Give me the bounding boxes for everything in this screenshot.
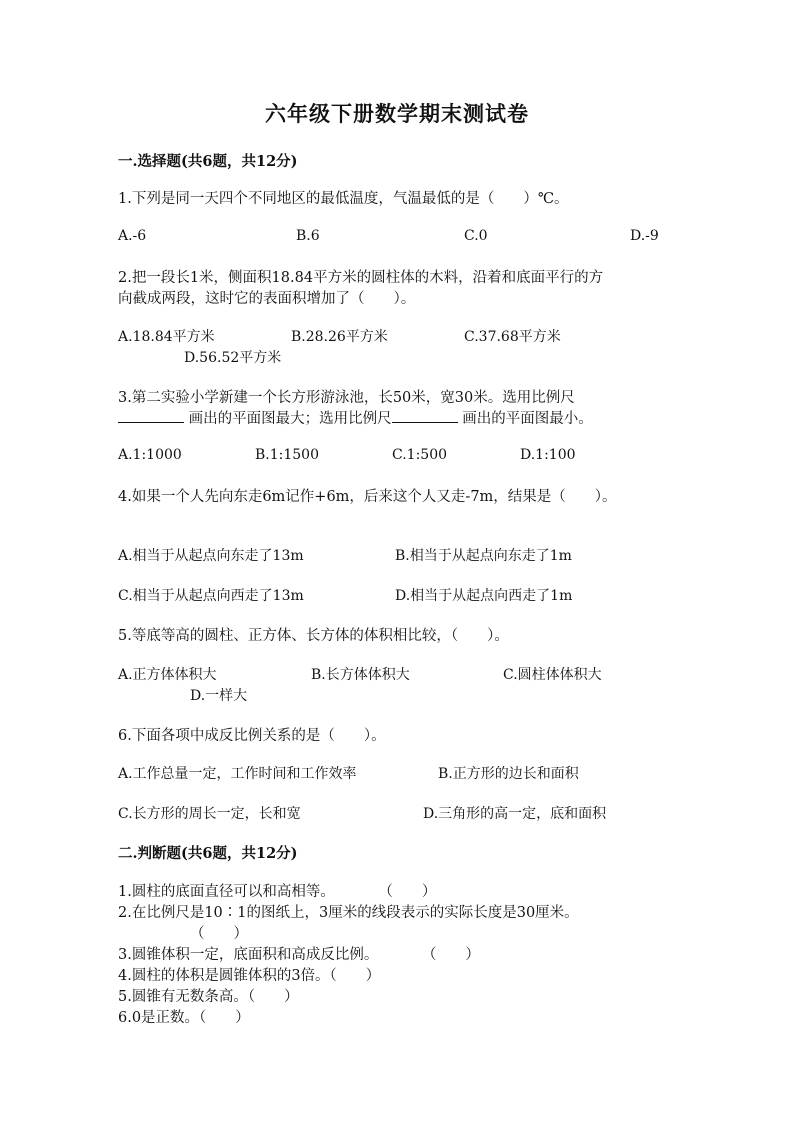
page-title: 六年级下册数学期末测试卷 xyxy=(265,101,529,126)
q6-option-d: D.三角形的高一定，底和面积 xyxy=(423,806,607,822)
q5-option-c: C.圆柱体体积大 xyxy=(503,667,602,683)
q6-option-c: C.长方形的周长一定，长和宽 xyxy=(118,806,301,822)
question-2-line1: 2.把一段长1米，侧面积18.84平方米的圆柱体的木料，沿着和底面平行的方 xyxy=(118,270,604,286)
question-3-line1: 3.第二实验小学新建一个长方形游泳池，长50米，宽30米。选用比例尺 xyxy=(118,390,575,406)
q3-blank-2 xyxy=(392,410,458,423)
q3-blank-1 xyxy=(118,410,184,423)
q3-text-1: 画出的平面图最大；选用比例尺 xyxy=(184,411,392,427)
q2-option-c: C.37.68平方米 xyxy=(464,329,561,345)
q6-option-b: B.正方形的边长和面积 xyxy=(438,766,579,782)
question-6: 6.下面各项中成反比例关系的是（ ）。 xyxy=(118,728,386,744)
q4-option-c: C.相当于从起点向西走了13m xyxy=(118,588,304,604)
question-3-line2 xyxy=(118,407,593,428)
q4-option-b: B.相当于从起点向东走了1m xyxy=(395,548,572,564)
q2-option-a: A.18.84平方米 xyxy=(118,329,215,345)
section-heading-choice: 一.选择题(共6题，共12分) xyxy=(118,153,298,170)
judgement-item-3: 3.圆锥体积一定，底面积和高成反比例。 （ ） xyxy=(118,947,480,963)
question-2-line2: 向截成两段，这时它的表面积增加了（ ）。 xyxy=(118,291,416,307)
question-4: 4.如果一个人先向东走6m记作+6m，后来这个人又走-7m，结果是（ ）。 xyxy=(118,489,617,505)
q1-option-b: B.6 xyxy=(296,228,320,244)
judgement-item-2: 2.在比例尺是10∶1的图纸上，3厘米的线段表示的实际长度是30厘米。 xyxy=(118,905,579,921)
question-1: 1.下列是同一天四个不同地区的最低温度，气温最低的是（ ）℃。 xyxy=(118,191,569,207)
q1-option-d: D.-9 xyxy=(630,228,659,244)
section-heading-judgement: 二.判断题(共6题，共12分) xyxy=(118,845,298,862)
q5-option-d: D.一样大 xyxy=(190,688,248,704)
q1-option-c: C.0 xyxy=(464,228,488,244)
q3-option-b: B.1:1500 xyxy=(255,447,319,463)
q3-option-c: C.1:500 xyxy=(392,447,448,463)
q3-text-2: 画出的平面图最小。 xyxy=(457,411,593,427)
q2-option-d: D.56.52平方米 xyxy=(184,350,282,366)
judgement-item-6: 6.0是正数。（ ） xyxy=(118,1010,250,1026)
question-5: 5.等底等高的圆柱、正方体、长方体的体积相比较，（ ）。 xyxy=(118,628,509,644)
q5-option-a: A.正方体体积大 xyxy=(118,667,217,683)
q3-option-a: A.1:1000 xyxy=(118,447,182,463)
q3-option-d: D.1:100 xyxy=(520,447,576,463)
judgement-item-2-bracket: （ ） xyxy=(190,926,248,942)
q4-option-a: A.相当于从起点向东走了13m xyxy=(118,548,304,564)
q2-option-b: B.28.26平方米 xyxy=(291,329,388,345)
judgement-item-5: 5.圆锥有无数条高。（ ） xyxy=(118,989,299,1005)
q5-option-b: B.长方体体积大 xyxy=(311,667,410,683)
judgement-item-4: 4.圆柱的体积是圆锥体积的3倍。（ ） xyxy=(118,968,381,984)
q4-option-d: D.相当于从起点向西走了1m xyxy=(395,588,573,604)
q1-option-a: A.-6 xyxy=(118,228,147,244)
judgement-item-1: 1.圆柱的底面直径可以和高相等。 （ ） xyxy=(118,884,437,900)
q6-option-a: A.工作总量一定，工作时间和工作效率 xyxy=(118,766,357,782)
